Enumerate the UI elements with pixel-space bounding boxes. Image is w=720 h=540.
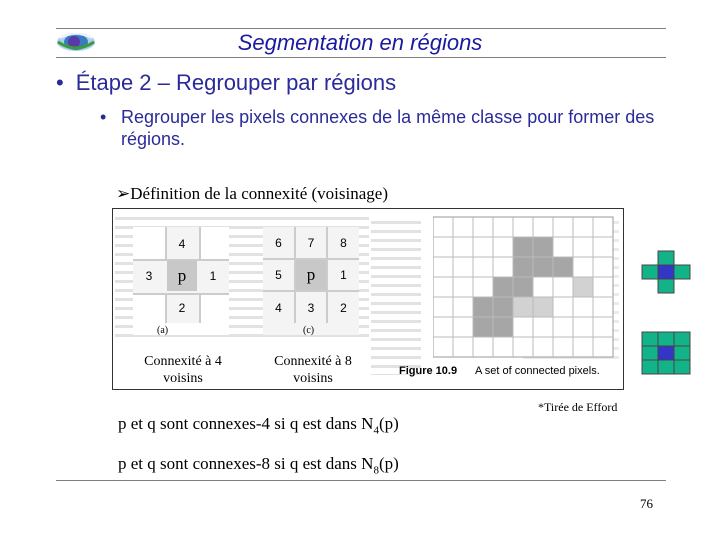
- neighborhood-8-icon: [640, 330, 694, 380]
- definition-heading: [116, 184, 388, 204]
- arrow-bullet-icon: ➢: [116, 184, 131, 203]
- statement-8-sub: 8: [373, 464, 379, 477]
- figure-connectivity: [112, 208, 624, 390]
- figure-label: Figure 10.9: [399, 365, 458, 377]
- cell-a-right: 1: [209, 269, 217, 283]
- cell-c-2-2: 2: [340, 300, 347, 315]
- statement-8-text: p et q sont connexes-8 si q est dans N: [118, 454, 374, 473]
- cell-c-0-0: 6: [275, 235, 282, 250]
- grid-c-label: (c): [303, 325, 315, 336]
- source-note: *Tirée de Efford: [538, 400, 618, 414]
- cell-a-left: 3: [145, 269, 153, 283]
- page-number: 76: [640, 496, 653, 511]
- statement-4-sub: 4: [373, 424, 379, 437]
- connectivity-8-statement: [118, 454, 399, 476]
- cell-a-center: p: [167, 261, 197, 291]
- connected-pixels-figure: [433, 215, 623, 389]
- grid-a-label: (a): [157, 325, 169, 336]
- neighborhood-4-icon: [640, 250, 694, 296]
- grid-4-neighbors: [133, 227, 229, 335]
- cell-c-2-1: 3: [307, 300, 315, 315]
- cell-c-1-1: p: [296, 260, 326, 290]
- connectivity-4-statement: [118, 414, 399, 436]
- bullet-level1: • Étape 2 – Regrouper par régions: [56, 70, 397, 95]
- bullet-level2-text: Regrouper les pixels connexes de la même classe pour former des régions.: [121, 107, 655, 149]
- cell-c-0-1: 7: [307, 235, 315, 250]
- statement-4-tail: (p): [378, 414, 399, 433]
- cell-a-top: 4: [178, 237, 186, 251]
- figure-caption: A set of connected pixels.: [475, 365, 600, 377]
- statement-8-tail: (p): [378, 454, 399, 473]
- cell-c-0-2: 8: [340, 235, 347, 250]
- cell-a-bottom: 2: [178, 301, 186, 315]
- caption-8-connectivity: Connexité à 8 voisins: [274, 354, 352, 386]
- bullet-level1-text: Étape 2 – Regrouper par régions: [75, 70, 397, 95]
- cell-c-1-2: 1: [340, 268, 347, 282]
- grid-8-neighbors: [263, 227, 359, 335]
- eye-logo-icon: [56, 28, 98, 56]
- slide-title: Segmentation en régions: [237, 30, 483, 55]
- statement-4-text: p et q sont connexes-4 si q est dans N: [118, 414, 374, 433]
- definition-text: Définition de la connexité (voisinage): [130, 184, 388, 203]
- cell-c-2-0: 4: [275, 300, 282, 315]
- caption-4-connectivity: Connexité à 4 voisins: [144, 354, 222, 386]
- cell-c-1-0: 5: [275, 268, 282, 282]
